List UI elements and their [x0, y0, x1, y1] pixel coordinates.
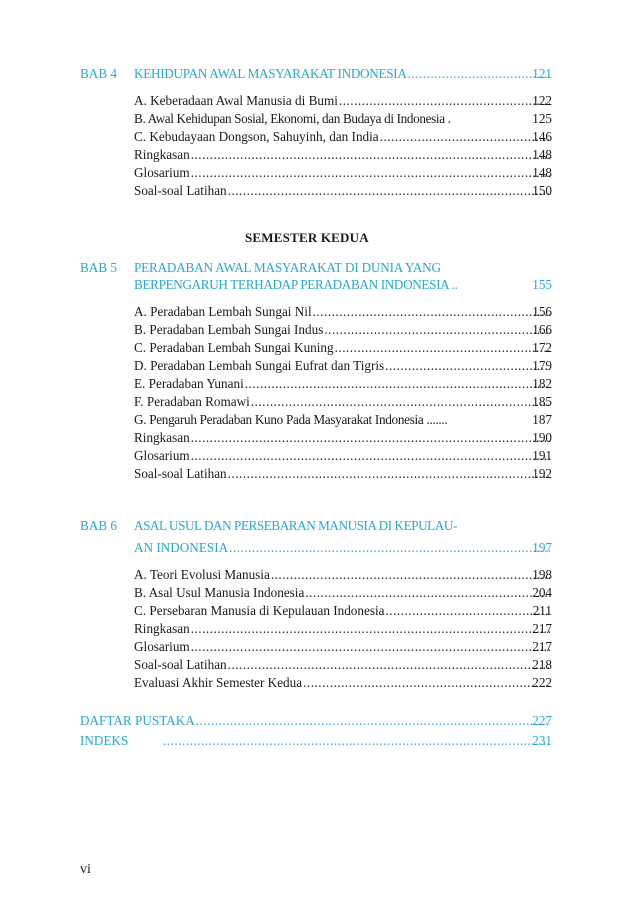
toc-entry-title: A. Keberadaan Awal Manusia di Bumi	[134, 93, 338, 108]
toc-entry[interactable]	[134, 147, 552, 163]
chapter-5-number: BAB 5	[80, 260, 118, 275]
toc-entry-title: Glosarium	[134, 165, 190, 180]
toc-entry-title: Soal-soal Latihan	[134, 466, 227, 481]
index-entry[interactable]	[80, 733, 552, 749]
toc-entry[interactable]	[134, 412, 552, 428]
chapter-4-title: KEHIDUPAN AWAL MASYARAKAT INDONESIA	[134, 66, 407, 81]
toc-entry-page: 146	[532, 129, 552, 144]
chapter-5-title-line-2: BERPENGARUH TERHADAP PERADABAN INDONESIA ..	[134, 277, 458, 292]
toc-entry-title: Ringkasan	[134, 621, 190, 636]
toc-entry-page: 125	[532, 111, 552, 126]
dot-leader	[191, 448, 550, 464]
chapter-4-number: BAB 4	[80, 66, 118, 81]
semester-heading: SEMESTER KEDUA	[245, 230, 369, 245]
toc-entry[interactable]	[134, 567, 552, 583]
chapter-4-page: 121	[532, 66, 552, 81]
dot-leader	[191, 147, 550, 163]
chapter-6-number: BAB 6	[80, 518, 118, 533]
toc-entry-page: 192	[532, 466, 552, 481]
toc-entry-page: 198	[532, 567, 552, 582]
bibliography-title: DAFTAR PUSTAKA	[80, 713, 195, 728]
toc-entry-title: Ringkasan	[134, 147, 190, 162]
toc-entry-title: E. Peradaban Yunani	[134, 376, 244, 391]
toc-entry[interactable]	[134, 376, 552, 392]
toc-entry-title: A. Peradaban Lembah Sungai Nil	[134, 304, 312, 319]
dot-leader	[191, 639, 550, 655]
toc-entry[interactable]	[134, 394, 552, 410]
toc-entry-page: 122	[532, 93, 552, 108]
toc-entry-title: C. Peradaban Lembah Sungai Kuning	[134, 340, 334, 355]
toc-entry-title: C. Kebudayaan Dongson, Sahuyinh, dan India	[134, 129, 379, 144]
toc-entry[interactable]	[134, 358, 552, 374]
dot-leader	[191, 165, 550, 181]
toc-entry[interactable]	[134, 448, 552, 464]
dot-leader	[303, 675, 550, 691]
dot-leader	[324, 322, 550, 338]
toc-entry[interactable]	[134, 183, 552, 199]
toc-entry-title: F. Peradaban Romawi	[134, 394, 250, 409]
toc-entry-page: 150	[532, 183, 552, 198]
chapter-6-title-line-1[interactable]: ASAL USUL DAN PERSEBARAN MANUSIA DI KEPULAU-	[134, 518, 457, 533]
dot-leader	[228, 183, 550, 199]
dot-leader	[228, 657, 550, 673]
index-title: INDEKS	[80, 733, 129, 748]
dot-leader	[251, 394, 550, 410]
toc-entry-title: D. Peradaban Lembah Sungai Eufrat dan Tigris	[134, 358, 385, 373]
bibliography-entry[interactable]	[80, 713, 552, 729]
toc-entry[interactable]	[134, 675, 552, 691]
toc-entry[interactable]	[134, 621, 552, 637]
toc-entry-page: 185	[532, 394, 552, 409]
toc-entry-title: B. Peradaban Lembah Sungai Indus	[134, 322, 324, 337]
toc-entry-title: Soal-soal Latihan	[134, 657, 227, 672]
dot-leader	[335, 340, 550, 356]
toc-entry[interactable]	[134, 639, 552, 655]
dot-leader	[163, 733, 550, 749]
toc-entry-title: B. Awal Kehidupan Sosial, Ekonomi, dan Budaya di Indonesia .	[134, 111, 451, 126]
dot-leader	[196, 713, 550, 729]
toc-entry-title: A. Teori Evolusi Manusia	[134, 567, 270, 582]
dot-leader	[245, 376, 550, 392]
toc-entry-title: B. Asal Usul Manusia Indonesia	[134, 585, 305, 600]
toc-entry-page: 218	[532, 657, 552, 672]
toc-entry-title: G. Pengaruh Peradaban Kuno Pada Masyarakat Indonesia .......	[134, 412, 448, 427]
toc-entry-page: 191	[532, 448, 552, 463]
dot-leader	[305, 585, 550, 601]
chapter-5-page: 155	[532, 277, 552, 292]
toc-entry[interactable]	[134, 304, 552, 320]
dot-leader	[191, 621, 550, 637]
toc-entry[interactable]	[134, 466, 552, 482]
dot-leader	[408, 66, 550, 82]
toc-entry-page: 211	[532, 603, 552, 618]
toc-entry[interactable]	[134, 340, 552, 356]
toc-entry-page: 222	[532, 675, 552, 690]
chapter-5-title-line-1[interactable]: PERADABAN AWAL MASYARAKAT DI DUNIA YANG	[134, 260, 441, 275]
toc-entry[interactable]	[134, 111, 552, 127]
toc-entry-page: 148	[532, 147, 552, 162]
dot-leader	[271, 567, 550, 583]
toc-entry[interactable]	[134, 93, 552, 109]
dot-leader	[228, 466, 550, 482]
toc-entry[interactable]	[134, 585, 552, 601]
toc-entry[interactable]	[134, 129, 552, 145]
toc-entry-page: 190	[532, 430, 552, 445]
dot-leader	[191, 430, 550, 446]
chapter-5-entry[interactable]	[134, 277, 552, 293]
bibliography-page: 227	[532, 713, 552, 728]
toc-entry[interactable]	[134, 322, 552, 338]
toc-entry[interactable]	[134, 430, 552, 446]
toc-entry-title: Ringkasan	[134, 430, 190, 445]
toc-entry-page: 179	[532, 358, 552, 373]
toc-entry-page: 217	[532, 639, 552, 654]
page-number: vi	[80, 862, 91, 877]
dot-leader	[339, 93, 550, 109]
chapter-6-page: 197	[532, 540, 552, 555]
dot-leader	[380, 129, 550, 145]
dot-leader	[313, 304, 550, 320]
toc-entry-page: 182	[532, 376, 552, 391]
toc-entry[interactable]	[134, 657, 552, 673]
toc-entry-title: C. Persebaran Manusia di Kepulauan Indonesia	[134, 603, 385, 618]
toc-entry-title: Glosarium	[134, 639, 190, 654]
toc-entry-page: 204	[532, 585, 552, 600]
toc-entry-title: Soal-soal Latihan	[134, 183, 227, 198]
chapter-4-entry[interactable]	[80, 66, 552, 82]
toc-entry-title: Glosarium	[134, 448, 190, 463]
toc-entry-page: 156	[532, 304, 552, 319]
dot-leader	[386, 603, 551, 619]
toc-entry-page: 166	[532, 322, 552, 337]
dot-leader	[229, 540, 550, 556]
dot-leader	[385, 358, 550, 374]
toc-entry-page: 148	[532, 165, 552, 180]
toc-entry-page: 172	[532, 340, 552, 355]
chapter-6-title-line-2: AN INDONESIA	[134, 540, 229, 555]
toc-entry-page: 187	[532, 412, 552, 427]
toc-entry-title: Evaluasi Akhir Semester Kedua	[134, 675, 303, 690]
toc-entry[interactable]	[134, 603, 552, 619]
toc-entry-page: 217	[532, 621, 552, 636]
toc-entry[interactable]	[134, 165, 552, 181]
chapter-6-entry[interactable]	[134, 540, 552, 556]
index-page: 231	[532, 733, 552, 748]
